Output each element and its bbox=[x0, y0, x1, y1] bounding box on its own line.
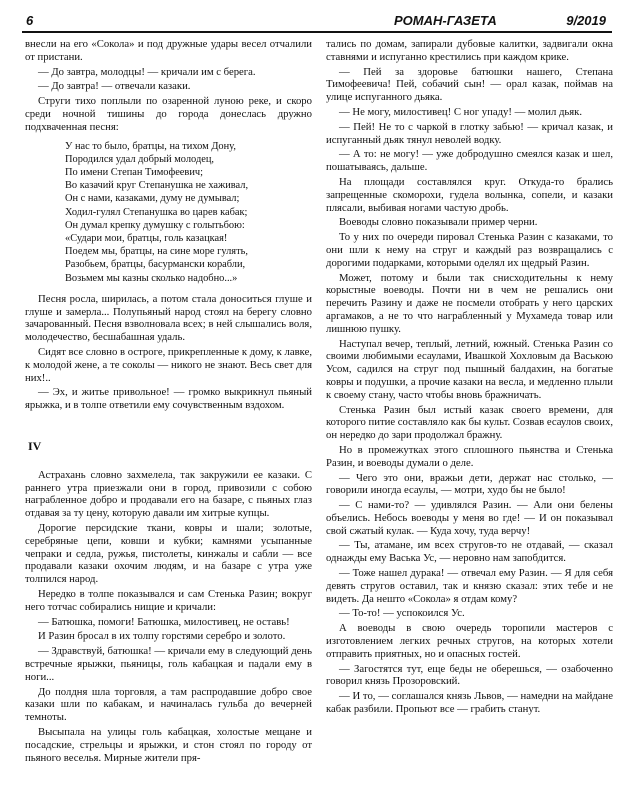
verse-line: Он с нами, казаками, думу не думывал; bbox=[65, 193, 240, 205]
paragraph: Наступал вечер, теплый, летний, южный. Стенька Разин со своими любимыми есаулами, Ивашкой Хохловым да Ваською Усом, садился на струг под пышный балдахин, на богатые ковры и подушки, а прочие казаки на весла, и медленно плыли к своему стану, часто чтобы вновь бражничать. bbox=[326, 337, 613, 401]
verse-line: По имени Степан Тимофеевич; bbox=[65, 166, 203, 178]
paragraph: внесли на его «Сокола» и под дружные удары весел отчалили от пристани. bbox=[25, 38, 312, 63]
paragraph: Песня росла, ширилась, а потом стала доноситься глуше и глуше и замерла... Полупьяный народ стоял на берегу словно зачарованный. Песня взволновала всех; в ней слышались воля, молодечество, бесшабашная удаль. bbox=[25, 292, 312, 344]
paragraph: Астрахань словно захмелела, так закружили ее казаки. С раннего утра приезжали они в город, привозили с собою награбленное добро и продавали его на базаре, с пьяных глаз отдавая за ту цену, которую давали им хитрые купцы. bbox=[25, 468, 312, 520]
paragraph: — До завтра, молодцы! — кричали им с берега. bbox=[38, 65, 256, 78]
paragraph: Сидят все словно в остроге, прикрепленные к дому, к лавке, к молодой жене, а те соколы — никого не знают. Весь свет для них!.. bbox=[25, 346, 312, 384]
verse-line: У нас то было, братцы, на тихом Дону, bbox=[65, 140, 236, 152]
verse-line: Ходил-гулял Степанушка во царев кабак; bbox=[65, 206, 248, 218]
paragraph: — Загостятся тут, еще беды не оберешься, — озабоченно говорил князь Прозоровский. bbox=[326, 662, 613, 688]
verse-line: Возьмем мы казны сколько надобно...» bbox=[65, 272, 238, 284]
paragraph: — Ты, атамане, им всех стругов-то не отдавай, — сказал однажды ему Васька Ус, — неровно нам запобдится. bbox=[326, 539, 613, 565]
paragraph: — С нами-то? — удивлялся Разин. — Али они белены объелись. Небось воеводы у меня во где! — И он показывал свой сжатый кулак. — Куда хочу, туда верчу! bbox=[326, 499, 613, 537]
issue-number: 9/2019 bbox=[566, 13, 606, 28]
chapter-heading: IV bbox=[28, 438, 42, 453]
paragraph: — До завтра! — отвечали казаки. bbox=[38, 80, 191, 93]
page-header bbox=[22, 9, 612, 33]
page-number: 6 bbox=[26, 13, 34, 28]
paragraph: тались по домам, запирали дубовые калитки, задвигали окна ставнями и испуганно крестились при каждом крике. bbox=[326, 38, 613, 63]
left-column bbox=[25, 38, 312, 766]
paragraph: Высыпала на улицы голь кабацкая, холостые мещане и посадские, стрельцы и ярыжки, и стон стоял по городу от пьяного веселья. Мирные жители пря- bbox=[25, 725, 312, 764]
verse-line: Поедем мы, братцы, на сине море гулять, bbox=[65, 246, 248, 258]
verse-line: Во казачий круг Степанушка не хаживал, bbox=[65, 180, 249, 192]
publication-title: РОМАН-ГАЗЕТА bbox=[394, 13, 497, 28]
verse-line: Породился удал добрый молодец, bbox=[65, 153, 214, 165]
verse-line: Разобьем, братцы, басурмански корабли, bbox=[65, 259, 246, 271]
paragraph: Струги тихо поплыли по озаренной луною реке, и скоро среди ночной тишины до города донеслась дружно подхваченная песня: bbox=[25, 95, 312, 133]
paragraph: Но в промежутках этого сплошного пьянства и Стенька Разин, и воеводы думали о деле. bbox=[326, 443, 613, 469]
paragraph: Воеводы словно показывали пример черни. bbox=[339, 216, 538, 229]
song-verse bbox=[65, 140, 312, 285]
paragraph: — Батюшка, помоги! Батюшка, милостивец, не оставь! bbox=[38, 615, 290, 628]
paragraph: Нередко в толпе показывался и сам Стенька Разин; вокруг него тотчас собирались нищие и кричали: bbox=[25, 587, 312, 613]
paragraph: — Не могу, милостивец! С ног упаду! — молил дьяк. bbox=[339, 105, 583, 118]
paragraph: На площади составлялся круг. Откуда-то брались запрещенные скоморохи, гудела волынка, сопели, и казаки плясали, выбивая ногами частую дробь. bbox=[326, 175, 613, 214]
paragraph: Стенька Разин был истый казак своего времени, для которого питие составляло как бы культ. Созвав есаулов своих, он нередко до зари продолжал бражну. bbox=[326, 403, 613, 442]
paragraph: — А то: не могу! — уже добродушно смеялся казак и шел, пошатываясь, дальше. bbox=[326, 148, 613, 174]
paragraph: — Здравствуй, батюшка! — кричали ему в следующий день встречные ярыжки, пьяницы, голь кабацкая и падали ему в ноги... bbox=[25, 645, 312, 683]
verse-line: Он думал крепку думушку с голытьбою: bbox=[65, 219, 245, 231]
paragraph: До полдня шла торговля, а там распродавшие добро свое казаки шли по кабакам, и начиналась гульба до вечерней темноты. bbox=[25, 685, 312, 724]
paragraph: — Чего это они, вражьи дети, держат нас столько, — говорили иногда есаулы, — мотри, худо бы не было! bbox=[326, 471, 613, 497]
paragraph: — Пей! Не то с чаркой в глотку забью! — кричал казак, и испуганный дьяк тянул неволей водку. bbox=[326, 120, 613, 146]
paragraph: — Тоже нашел дурака! — отвечал ему Разин. — Я для себя девять стругов оставил, так и князю сказал: этих тебе и не видеть. Да нешто «Сокола» я отдам кому? bbox=[326, 567, 613, 605]
paragraph: А воеводы в свою очередь торопили мастеров с изготовлением легких речных стругов, на которых хотели отправить приятных, но и опасных гостей. bbox=[326, 622, 613, 660]
paragraph: И Разин бросал в их толпу горстями серебро и золото. bbox=[38, 630, 286, 643]
paragraph: Дорогие персидские ткани, ковры и шали; золотые, серебряные цепи, ковши и кубки; камнями усыпанные чепраки и седла, ружья, пистолеты, кинжалы и сабли — все продавали казаки охочим людям, и на базаре с утра уже толпился народ. bbox=[25, 521, 312, 586]
right-column bbox=[326, 38, 613, 718]
paragraph: — И то, — соглашался князь Львов, — намедни на майдане кабак разбили. Пропьют все — грабить станут. bbox=[326, 690, 613, 716]
verse-line: «Судари мои, братцы, голь казацкая! bbox=[65, 233, 228, 244]
paragraph: — Эх, и житье привольное! — громко выкрикнул пьяный ярыжка, и в толпе ответили ему сочувственным вздохом. bbox=[25, 386, 312, 412]
paragraph: То у них по очереди пировал Стенька Разин с казаками, то они шли к нему на струг и каждый раз возвращались с дорогими подарками, которыми оделял их щедрый Разин. bbox=[326, 231, 613, 269]
paragraph: — Пей за здоровье батюшки нашего, Степана Тимофеевича! Пей, собачий сын! — орал казак, поймав на улице испуганного дьяка. bbox=[326, 65, 613, 104]
paragraph: — То-то! — успокоился Ус. bbox=[339, 607, 465, 620]
paragraph: Может, потому и были так снисходительны к нему корыстные воеводы. Почти ни в чем не решались они перечить Разину и даже не посмели отобрать у него царских аргамаков, а не то что награбленный у Мухамеда товар или лишнюю пушку. bbox=[326, 271, 613, 335]
